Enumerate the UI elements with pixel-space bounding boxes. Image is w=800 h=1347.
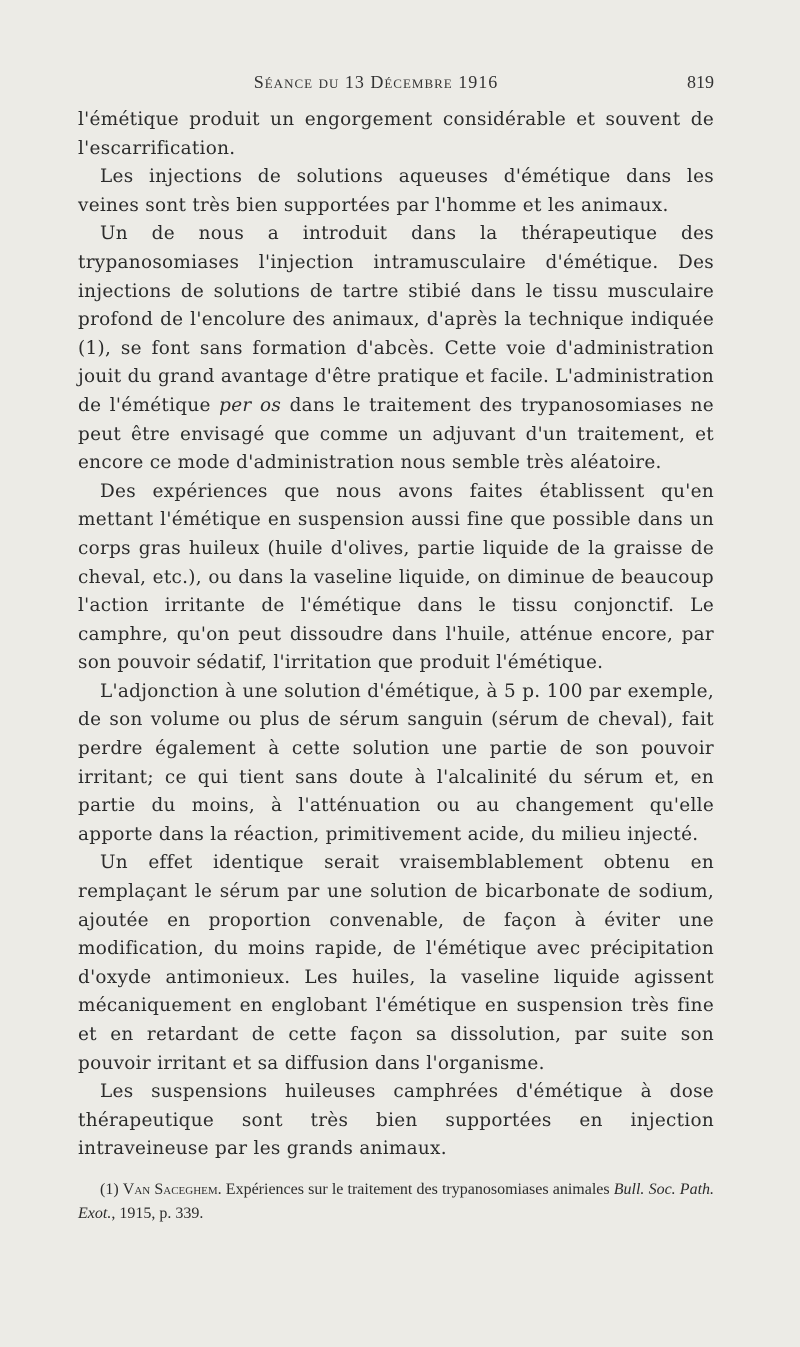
paragraph-4: Des expériences que nous avons faites établissent qu'en mettant l'émétique en suspension aussi fine que possible dans un corps gras huileux (huile d'olives, partie liquide de la graisse de cheval, etc.), ou dans la vaseline liquide, on diminue de beaucoup l'action irritante de l'émétique dans le tissu conjonctif. Le camphre, qu'on peut dissoudre dans l'huile, atténue encore, par son pouvoir sédatif, l'irritation que produit l'émétique. (78, 480, 714, 674)
footnote-marker: (1) (100, 1180, 119, 1198)
document-page (78, 62, 714, 1322)
page-header (78, 62, 714, 106)
paragraph-3-part-a: Un de nous a introduit dans la thérapeutique des trypanosomiases l'injection intramusculaire d'émétique. Des injections de solutions de tartre stibié dans le tissu musculaire profond de l'encolure des animaux, d'après la technique indiquée (1), se font sans formation d'abcès. Cette voie d'administration jouit du grand avantage d'être pratique et facile. L'administration de l'émétique (78, 223, 714, 416)
footnote (78, 1178, 714, 1226)
paragraph-6: Un effet identique serait vraisemblablement obtenu en remplaçant le sérum par une solution de bicarbonate de sodium, ajoutée en proportion convenable, de façon à éviter une modification, du moins rapide, de l'émétique avec précipitation d'oxyde antimonieux. Les huiles, la vaseline liquide agissent mécaniquement en englobant l'émétique en suspension très fine et en retardant de cette façon sa dissolution, par suite son pouvoir irritant et sa diffusion dans l'organisme. (78, 852, 714, 1074)
paragraph-2: Les injections de solutions aqueuses d'émétique dans les veines sont très bien supportées par l'homme et les animaux. (78, 166, 714, 216)
footnote-author: Van Saceghem (122, 1180, 218, 1198)
paragraph-5: L'adjonction à une solution d'émétique, à 5 p. 100 par exemple, de son volume ou plus de sérum sanguin (sérum de cheval), fait perdre également à cette solution une partie de son pouvoir irritant; ce qui tient sans doute à l'alcalinité du sérum et, en partie du moins, à l'atténuation ou au changement qu'elle apporte dans la réaction, primitivement acide, du milieu injecté. (78, 680, 714, 845)
paragraph-1: l'émétique produit un engorgement considérable et souvent de l'escarrification. (78, 109, 714, 159)
paragraph-7: Les suspensions huileuses camphrées d'émétique à dose thérapeutique sont très bien supportées en injection intraveineuse par les grands animaux. (78, 1081, 714, 1160)
body-text (78, 106, 714, 1164)
running-head: Séance du 13 Décembre 1916 (253, 72, 499, 92)
footnote-journal: Bull. Soc. Path. Exot. (78, 1180, 715, 1222)
paragraph-3 (78, 220, 714, 477)
page-number: 819 (687, 72, 714, 92)
footnote-tail: , 1915, p. 339. (111, 1204, 204, 1222)
paragraph-3-part-b: dans le traitement des trypanosomiases ne peut être envisagé que comme un adjuvant d'un traitement, et encore ce mode d'administration nous semble très aléatoire. (78, 394, 714, 474)
latin-per-os: per os (219, 394, 282, 416)
footnote-title: . Expériences sur le traitement des trypanosomiases animales (217, 1180, 610, 1198)
